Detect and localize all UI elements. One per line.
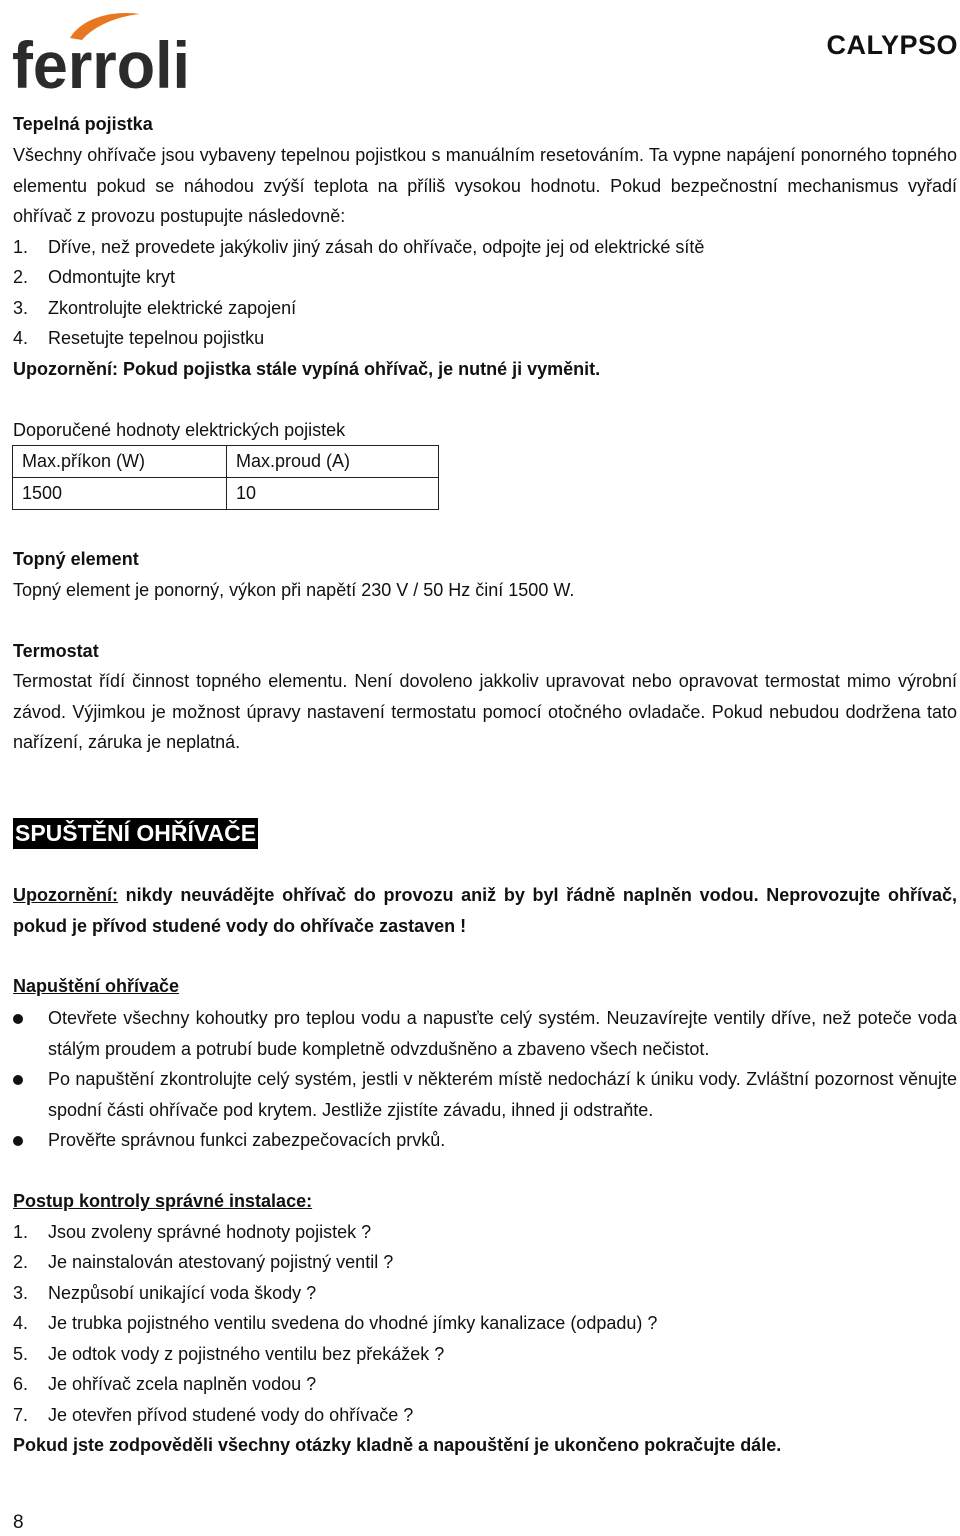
- list-item: [13, 1339, 444, 1370]
- item-text: Je odtok vody z pojistného ventilu bez překážek ?: [48, 1344, 445, 1364]
- step-text: Odmontujte kryt: [48, 267, 176, 287]
- item-number: 5.: [13, 1344, 29, 1364]
- table-header-row: [13, 446, 439, 478]
- bullet-icon: [13, 1136, 23, 1146]
- table-cell: 1500: [13, 478, 227, 510]
- item-text: Je nainstalován atestovaný pojistný ventil ?: [48, 1252, 394, 1272]
- step-number: 2.: [13, 267, 29, 287]
- step-text: Resetujte tepelnou pojistku: [48, 328, 265, 348]
- step-number: 4.: [13, 328, 29, 348]
- list-item: [13, 1369, 316, 1400]
- item-number: 2.: [13, 1252, 29, 1272]
- item-text: Je otevřen přívod studené vody do ohřívače ?: [48, 1405, 414, 1425]
- list-item: [13, 1400, 413, 1431]
- thermal-fuse-intro: Všechny ohřívače jsou vybaveny tepelnou pojistkou s manuálním resetováním. Ta vypne napájení ponorného topného elementu pokud se náhodou zvýší teplota na příliš vysokou hodnotu. Pokud bezpečnostní mechanismus vyřadí ohřívač z provozu postupujte následovně:: [13, 145, 957, 226]
- checklist-conclusion: Pokud jste zodpověděli všechny otázky kladně a napouštění je ukončeno pokračujte dále.: [13, 1435, 782, 1455]
- product-name: CALYPSO: [826, 30, 958, 60]
- filling-heading: Napuštění ohřívače: [13, 976, 180, 996]
- bullet-icon: [13, 1014, 23, 1024]
- page-number: 8: [13, 1512, 24, 1533]
- step-text: Dříve, než provedete jakýkoliv jiný zásah do ohřívače, odpojte jej od elektrické sítě: [48, 237, 705, 257]
- table-header-cell: Max.proud (A): [227, 446, 439, 478]
- startup-warning-label: Upozornění:: [13, 885, 118, 905]
- heating-element-heading: Topný element: [13, 549, 139, 569]
- fuse-table: [12, 445, 439, 510]
- list-item: Otevřete všechny kohoutky pro teplou vodu a napusťte celý systém. Neuzavírejte ventily dříve, než poteče voda stálým proudem a potrubí bude kompletně odvzdušněno a zbaveno všech nečistot.: [48, 1008, 957, 1059]
- item-text: Nezpůsobí unikající voda škody ?: [48, 1283, 317, 1303]
- list-item: [13, 323, 264, 354]
- list-item: Po napuštění zkontrolujte celý systém, jestli v některém místě nedochází k úniku vody. Zvláštní pozornost věnujte spodní části ohřívače pod krytem. Jestliže zjistíte závadu, ihned ji odstraňte.: [48, 1069, 957, 1120]
- startup-warning-text: nikdy neuvádějte ohřívač do provozu aniž by byl řádně naplněn vodou. Neprovozujte ohřívač, pokud je přívod studené vody do ohřívače zastaven !: [13, 885, 957, 936]
- list-item: [13, 293, 296, 324]
- step-number: 1.: [13, 237, 29, 257]
- thermostat-text: Termostat řídí činnost topného elementu. Není dovoleno jakkoliv upravovat nebo opravovat termostat mimo výrobní závod. Výjimkou je možnost úpravy nastavení termostatu pomocí otočného ovladače. Pokud nebudou dodržena tato nařízení, záruka je neplatná.: [13, 671, 957, 752]
- list-item: [13, 1217, 371, 1248]
- item-number: 3.: [13, 1283, 29, 1303]
- list-item: [13, 1308, 657, 1339]
- step-text: Zkontrolujte elektrické zapojení: [48, 298, 297, 318]
- table-row: [13, 478, 439, 510]
- item-number: 6.: [13, 1374, 29, 1394]
- fuse-table-caption: Doporučené hodnoty elektrických pojistek: [13, 420, 346, 440]
- list-item: [13, 1247, 393, 1278]
- step-number: 3.: [13, 298, 29, 318]
- item-text: Je ohřívač zcela naplněn vodou ?: [48, 1374, 317, 1394]
- item-text: Je trubka pojistného ventilu svedena do vhodné jímky kanalizace (odpadu) ?: [48, 1313, 658, 1333]
- thermal-fuse-heading: Tepelná pojistka: [13, 114, 153, 134]
- list-item: [13, 262, 175, 293]
- list-item: [13, 232, 704, 263]
- list-item: [13, 1278, 316, 1309]
- thermostat-heading: Termostat: [13, 641, 99, 661]
- startup-warning: [13, 880, 957, 941]
- heating-element-text: Topný element je ponorný, výkon při napětí 230 V / 50 Hz činí 1500 W.: [13, 580, 575, 600]
- ferroli-logo: [12, 4, 192, 96]
- fuse-warning: Upozornění: Pokud pojistka stále vypíná ohřívač, je nutné ji vyměnit.: [13, 359, 601, 379]
- checklist-heading: Postup kontroly správné instalace:: [13, 1191, 313, 1211]
- item-number: 1.: [13, 1222, 29, 1242]
- item-number: 7.: [13, 1405, 29, 1425]
- bullet-icon: [13, 1075, 23, 1085]
- logo-wordmark: ferroli: [12, 28, 190, 96]
- item-text: Jsou zvoleny správné hodnoty pojistek ?: [48, 1222, 372, 1242]
- startup-banner: SPUŠTĚNÍ OHŘÍVAČE: [13, 818, 258, 849]
- item-number: 4.: [13, 1313, 29, 1333]
- table-cell: 10: [227, 478, 439, 510]
- table-header-cell: Max.příkon (W): [13, 446, 227, 478]
- list-item: Prověřte správnou funkci zabezpečovacích prvků.: [48, 1130, 446, 1150]
